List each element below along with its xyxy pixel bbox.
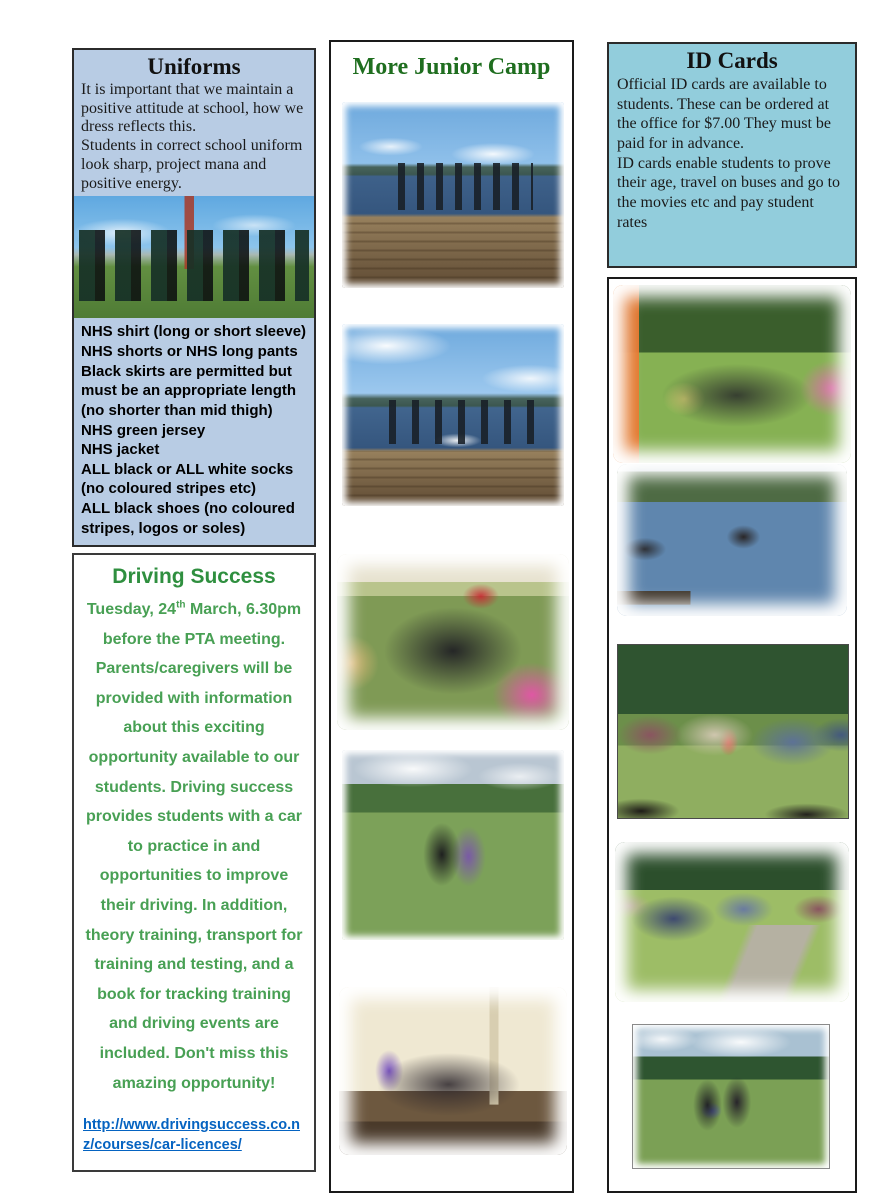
driving-body-text: March, 6.30pm before the PTA meeting. Parents/caregivers will be provided with information about this exciting opportunity available to our students. Driving success provides students with a car to practice in and opportunities to improve their driving. In addition, theory training, transport for training and testing, and a book for tracking training and driving events are included. Don't miss this amazing opportunity! xyxy=(85,601,303,1092)
right-photo-column xyxy=(607,277,857,1193)
photo-boxing-practice-group xyxy=(632,1024,830,1169)
driving-success-section xyxy=(72,553,316,1172)
driving-date-ordinal: th xyxy=(176,599,186,611)
uniform-rules-list xyxy=(81,322,307,538)
id-cards-section xyxy=(607,42,857,268)
uniform-rule-item: NHS jacket xyxy=(81,441,160,459)
uniforms-intro-2: Students in correct school uniform look sharp, project mana and positive energy. xyxy=(81,137,303,192)
uniform-rule-item: Black skirts are permitted but must be an appropriate length (no shorter than mid thigh) xyxy=(81,362,297,419)
photo-group-under-tree xyxy=(613,285,851,463)
junior-camp-title: More Junior Camp xyxy=(352,54,551,80)
uniform-rule-item: ALL black shoes (no coloured stripes, logos or soles) xyxy=(81,500,295,537)
id-cards-body-1: Official ID cards are available to students. These can be ordered at the office for $7.00 They must be paid for in advance. xyxy=(617,76,832,153)
driving-success-link[interactable]: http://www.drivingsuccess.co.nz/courses/car-licences/ xyxy=(83,1117,300,1153)
uniforms-intro-1: It is important that we maintain a positive attitude at school, how we dress reflects this. xyxy=(81,81,304,136)
driving-success-title: Driving Success xyxy=(112,565,276,588)
photo-students-standing-on-jetty xyxy=(342,102,564,288)
photo-students-on-porch xyxy=(339,987,567,1155)
uniform-rule-item: NHS shorts or NHS long pants xyxy=(81,342,298,360)
photo-students-sparring-on-field xyxy=(342,750,564,940)
id-cards-body-2: ID cards enable students to prove their age, travel on buses and go to the movies etc and pay student rates xyxy=(617,154,841,231)
photo-students-running-in-uniform xyxy=(74,196,314,318)
uniforms-section xyxy=(72,48,316,547)
photo-students-jumping-into-lake xyxy=(342,324,564,506)
driving-date-prefix: Tuesday, 24 xyxy=(86,601,177,618)
photo-backflip-into-lake xyxy=(617,464,847,616)
uniforms-title: Uniforms xyxy=(147,54,241,79)
driving-success-body xyxy=(81,595,307,1098)
uniform-rule-item: ALL black or ALL white socks (no coloured stripes etc) xyxy=(81,460,294,498)
uniform-rule-item: NHS shirt (long or short sleeve) xyxy=(81,323,307,341)
photo-tents-row-campsite xyxy=(617,644,849,819)
junior-camp-section xyxy=(329,40,574,1193)
photo-tents-field-path xyxy=(615,842,849,1002)
id-cards-title: ID Cards xyxy=(686,48,778,73)
uniform-rule-item: NHS green jersey xyxy=(81,421,206,439)
photo-students-group-circle xyxy=(337,554,569,730)
